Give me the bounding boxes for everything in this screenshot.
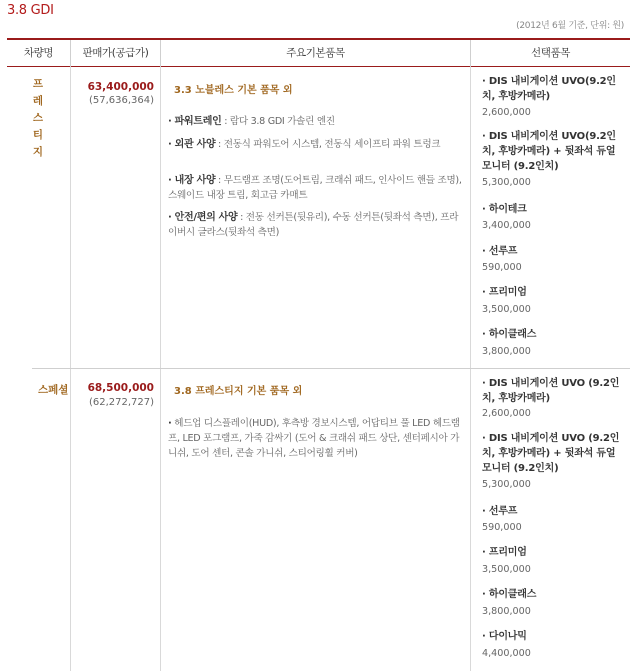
feature-item: · 파워트레인 : 람다 3.8 GDI 가솔린 엔진 [168,116,335,127]
sale-price: 63,400,000 [87,81,154,93]
header-basic-items: 주요기본품목 [286,47,345,59]
unit-note: (2012년 6월 기준, 단위: 원) [516,21,624,31]
option-item: · 하이클래스 [482,589,537,600]
option-price: 3,400,000 [482,220,531,231]
option-price: 5,300,000 [482,177,531,188]
header-price: 판매가(공급가) [82,47,149,59]
option-item: · 프리미엄 [482,547,527,558]
basic-items-title: 3.8 프레스티지 기본 품목 외 [174,386,303,397]
header-options: 선택품목 [531,47,570,59]
option-item: · DIS 내비게이션 UVO(9.2인치, 후방카메라) [482,76,616,102]
option-item: · 프리미엄 [482,287,527,298]
option-price: 3,500,000 [482,304,531,315]
option-price: 4,400,000 [482,648,531,659]
feature-item: · 외관 사양 : 전동식 파워도어 시스템, 전동식 세이프티 파워 트렁크 [168,139,441,150]
option-price: 5,300,000 [482,479,531,490]
option-item: · 다이나믹 [482,631,527,642]
option-item: · DIS 내비게이션 UVO(9.2인치, 후방카메라) + 뒷좌석 듀얼 모니터 (9.2인치) [482,131,616,172]
supply-price: (57,636,364) [88,95,154,106]
option-item: · 선루프 [482,506,518,517]
option-price: 3,500,000 [482,564,531,575]
option-price: 3,800,000 [482,606,531,617]
model-name: 프레스티지 [32,78,44,158]
option-price: 2,600,000 [482,408,531,419]
section-title: 3.8 GDI [7,3,54,18]
feature-item: · 안전/편의 사양 : 전동 선커튼(뒷유리), 수동 선커튼(뒷좌석 측면), 프라이버시 글라스(뒷좌석 측면) [168,212,459,238]
model-name: 스페셜 [38,384,69,396]
option-item: · DIS 내비게이션 UVO (9.2인치, 후방카메라) [482,378,620,404]
supply-price: (62,272,727) [88,397,154,408]
option-price: 590,000 [482,262,522,273]
basic-items-title: 3.3 노블레스 기본 품목 외 [174,85,293,96]
option-item: · 하이클래스 [482,329,537,340]
feature-item: · 내장 사양 : 무드램프 조명(도어트림, 크래쉬 패드, 인사이드 핸들 조명), 스웨이드 내장 트림, 회고급 카매트 [168,175,462,201]
option-price: 3,800,000 [482,346,531,357]
sale-price: 68,500,000 [87,382,154,394]
option-price: 2,600,000 [482,107,531,118]
option-price: 590,000 [482,522,522,533]
option-item: · 선루프 [482,246,518,257]
table-header [7,38,630,67]
option-item: · DIS 내비게이션 UVO (9.2인치, 후방카메라) + 뒷좌석 듀얼 모니터 (9.2인치) [482,433,620,474]
option-item: · 하이테크 [482,204,527,215]
feature-item: · 헤드업 디스플레이(HUD), 후측방 경보시스템, 어답티브 풀 LED 헤드램프, LED 포그램프, 가죽 감싸기 (도어 & 크래쉬 패드 상단, 센터페시아 가니쉬, 도어 센터, 콘솔 가니쉬, 스티어링휠 커버) [168,418,460,459]
header-model: 차량명 [23,47,54,59]
